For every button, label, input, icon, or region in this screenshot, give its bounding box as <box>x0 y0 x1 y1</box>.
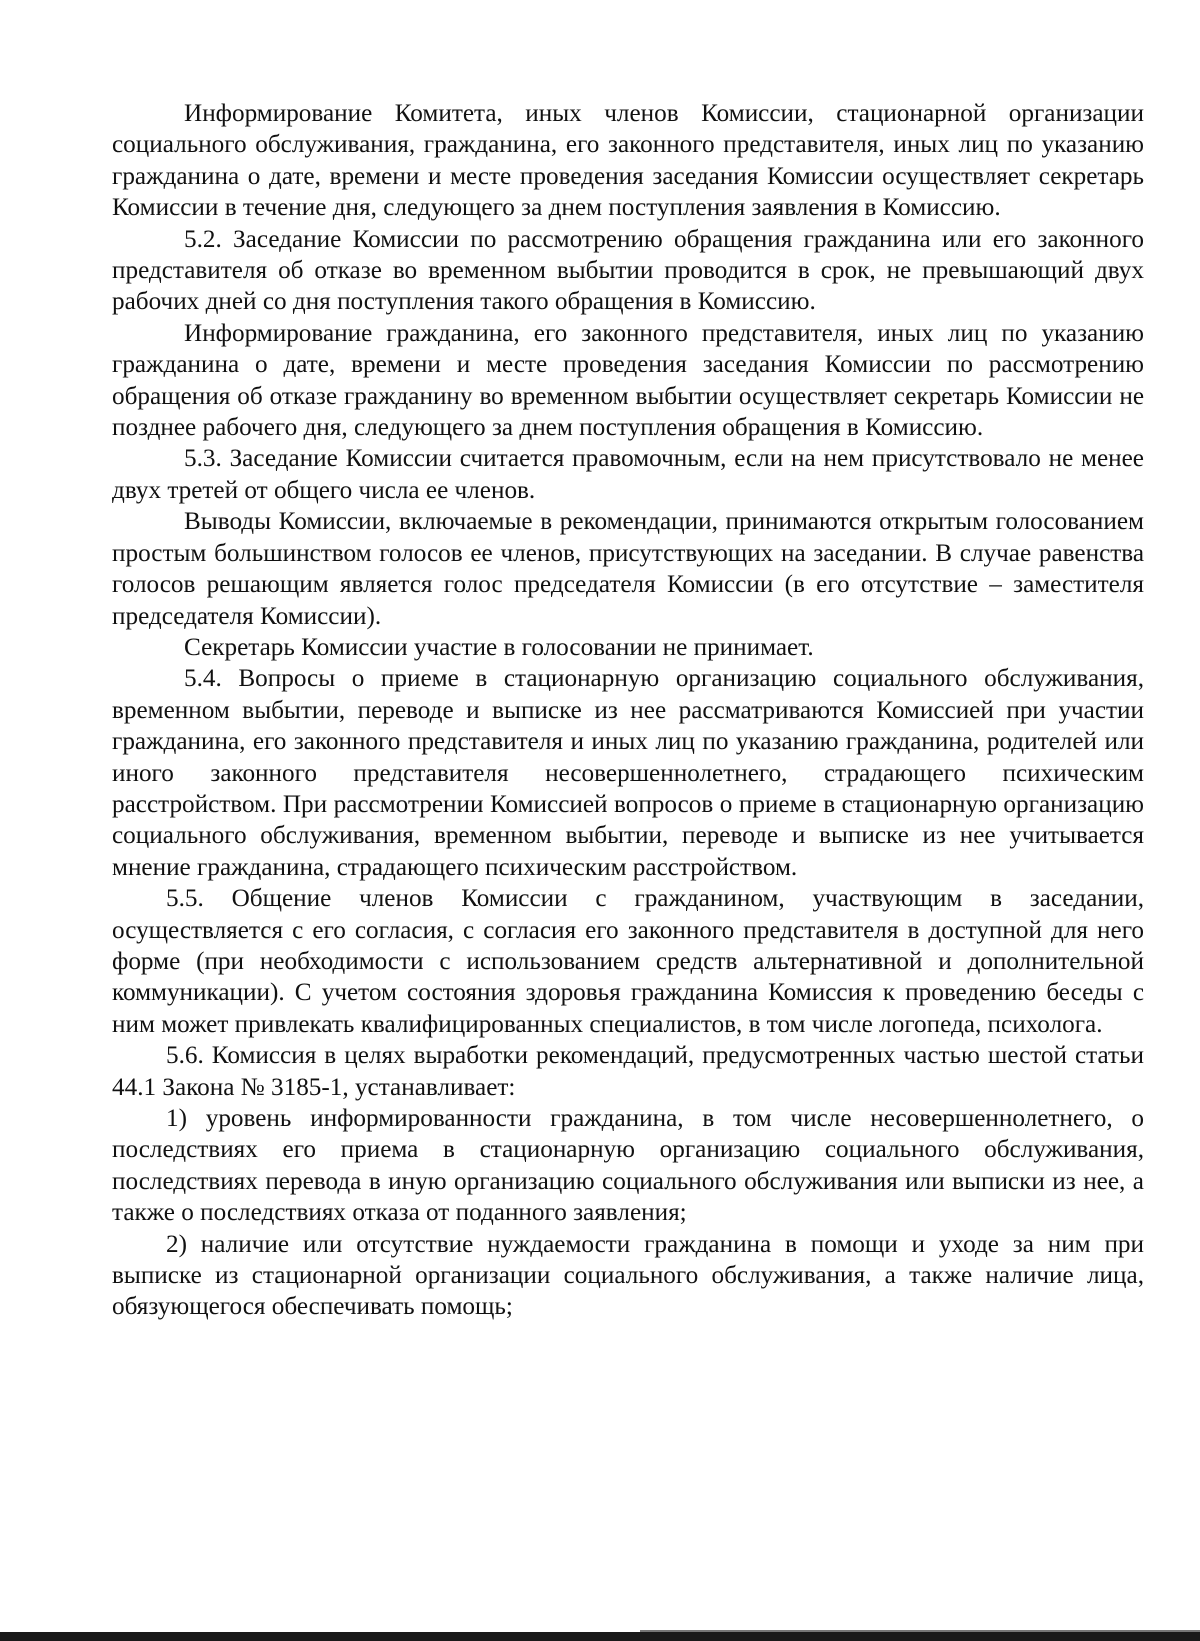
paragraph-5-2: 5.2. Заседание Комиссии по рассмотрению обращения гражданина или его законного представителя об отказе во временном выбытии проводится в срок, не превышающий двух рабочих дней со дня поступления такого обращения в Комиссию. <box>112 225 1144 316</box>
paragraph-secretary-voting: Секретарь Комиссии участие в голосовании не принимает. <box>184 633 814 661</box>
list-item-2: 2) наличие или отсутствие нуждаемости гражданина в помощи и уходе за ним при выписке из стационарной организации социального обслуживания, а также наличие лица, обязующегося обеспечивать помощь; <box>112 1230 1144 1321</box>
paragraph-informing-committee: Информирование Комитета, иных членов Комиссии, стационарной организации социального обслуживания, гражданина, его законного представителя, иных лиц по указанию гражданина о дате, времени и месте проведения заседания Комиссии осуществляет секретарь Комиссии в течение дня, следующего за днем поступления заявления в Комиссию. <box>112 100 1144 222</box>
document-body <box>112 98 1144 1323</box>
list-item-1: 1) уровень информированности гражданина, в том числе несовершеннолетнего, о последствиях его приема в стационарную организацию социального обслуживания, последствиях перевода в иную организацию социального обслуживания или выписки из нее, а также о последствиях отказа от поданного заявления; <box>112 1105 1144 1227</box>
paragraph-informing-citizen: Информирование гражданина, его законного представителя, иных лиц по указанию гражданина о дате, времени и месте проведения заседания Комиссии по рассмотрению обращения об отказе гражданину во временном выбытии осуществляет секретарь Комиссии не позднее рабочего дня, следующего за днем поступления обращения в Комиссию. <box>112 319 1144 442</box>
paragraph-5-6: 5.6. Комиссия в целях выработки рекомендаций, предусмотренных частью шестой статьи 44.1 Закона № 3185-1, устанавливает: <box>112 1042 1144 1101</box>
paragraph-5-4: 5.4. Вопросы о приеме в стационарную организацию социального обслуживания, временном выбытии, переводе и выписке из нее рассматриваются Комиссией при участии гражданина, его законного представителя и иных лиц по указанию гражданина, родителей или иного законного представителя несовершеннолетнего, страдающего психическим расстройством. При рассмотрении Комиссией вопросов о приеме в стационарную организацию социального обслуживания, временном выбытии, переводе и выписке из нее учитывается мнение гражданина, страдающего психическим расстройством. <box>112 665 1144 881</box>
paragraph-5-5: 5.5. Общение членов Комиссии с гражданином, участвующим в заседании, осуществляется с его согласия, с согласия его законного представителя в доступной для него форме (при необходимости с использованием средств альтернативной и дополнительной коммуникации). С учетом состояния здоровья гражданина Комиссия к проведению беседы с ним может привлекать квалифицированных специалистов, в том числе логопеда, психолога. <box>112 885 1144 1038</box>
scan-bottom-edge <box>0 1632 1200 1641</box>
paragraph-5-3: 5.3. Заседание Комиссии считается правомочным, если на нем присутствовало не менее двух третей от общего числа ее членов. <box>112 445 1144 504</box>
paragraph-commission-conclusions: Выводы Комиссии, включаемые в рекомендации, принимаются открытым голосованием простым большинством голосов ее членов, присутствующих на заседании. В случае равенства голосов решающим является голос председателя Комиссии (в его отсутствие – заместителя председателя Комиссии). <box>112 508 1144 630</box>
